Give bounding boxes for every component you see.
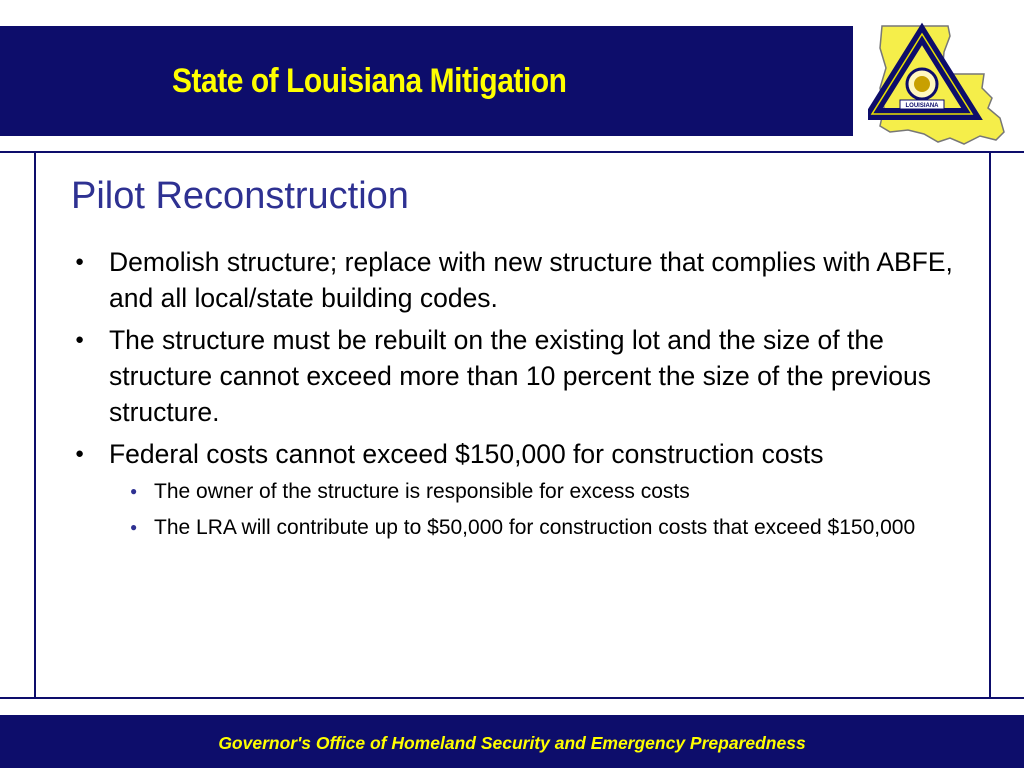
footer-text: Governor's Office of Homeland Security and Emergency Preparedness	[218, 733, 806, 753]
sub-bullet-text: The LRA will contribute up to $50,000 for construction costs that exceed $150,000	[154, 516, 916, 539]
bullet-dot-icon: ●	[75, 253, 85, 270]
sub-bullet-dot-icon: ●	[130, 520, 138, 534]
bullet-dot-icon: ●	[75, 331, 85, 348]
sub-bullet-dot-icon: ●	[130, 484, 138, 498]
louisiana-map-shape	[880, 26, 1004, 144]
header-title: State of Louisiana Mitigation	[172, 62, 567, 100]
logo-text: LOUISIANA	[905, 103, 939, 109]
sub-bullet-item	[109, 478, 972, 505]
slide-title: Pilot Reconstruction	[71, 175, 409, 217]
sub-bullet-list	[109, 478, 972, 541]
frame-left-rule	[34, 153, 36, 697]
sub-bullet-text: The owner of the structure is responsible for excess costs	[154, 480, 690, 503]
bullet-list	[72, 244, 972, 550]
sub-bullet-item	[109, 514, 972, 541]
louisiana-seal-logo	[868, 22, 1012, 148]
bullet-dot-icon: ●	[75, 445, 85, 462]
frame-top-rule	[0, 151, 1024, 153]
bullet-item	[72, 436, 972, 541]
bullet-item	[72, 244, 972, 316]
bullet-text: Federal costs cannot exceed $150,000 for construction costs	[109, 439, 824, 469]
bullet-text: Demolish structure; replace with new structure that complies with ABFE, and all local/state building codes.	[109, 247, 953, 313]
frame-bottom-rule	[0, 697, 1024, 699]
bullet-item	[72, 322, 972, 430]
bullet-text: The structure must be rebuilt on the existing lot and the size of the structure cannot exceed more than 10 percent the size of the previous structure.	[109, 325, 931, 427]
frame-right-rule	[989, 153, 991, 697]
